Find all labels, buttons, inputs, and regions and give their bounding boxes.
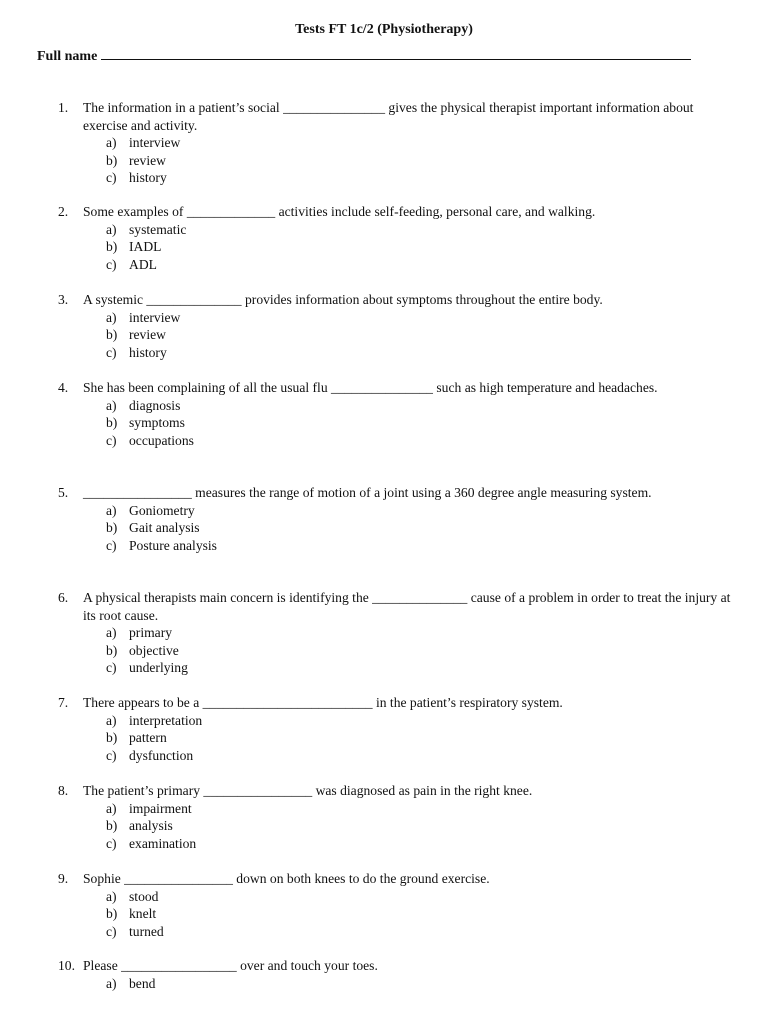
option-item[interactable] — [106, 624, 738, 642]
question-6 — [58, 589, 738, 677]
option-item[interactable] — [106, 659, 738, 677]
option-letter: b) — [106, 906, 118, 921]
option-text: bend — [129, 975, 156, 991]
option-text: objective — [129, 642, 179, 658]
option-item[interactable] — [106, 817, 738, 835]
option-text: ADL — [129, 256, 157, 272]
option-item[interactable] — [106, 152, 738, 170]
option-list — [106, 397, 738, 450]
option-item[interactable] — [106, 134, 738, 152]
full-name-label: Full name — [37, 49, 98, 64]
page-title: Tests FT 1c/2 (Physiotherapy) — [295, 22, 473, 37]
full-name-blank[interactable] — [101, 47, 691, 60]
option-text: pattern — [129, 730, 167, 745]
option-text: primary — [129, 625, 173, 640]
option-text: Posture analysis — [129, 537, 217, 553]
option-item[interactable] — [106, 221, 738, 239]
question-2 — [58, 203, 738, 273]
question-text: Please _________________ over and touch your toes. — [83, 958, 378, 973]
option-item[interactable] — [106, 256, 738, 274]
option-text: systematic — [129, 221, 187, 237]
option-letter: b) — [106, 239, 118, 254]
option-list — [106, 800, 738, 853]
question-7 — [58, 694, 738, 764]
option-list — [106, 975, 738, 993]
option-text: symptoms — [129, 415, 185, 430]
option-letter: a) — [106, 221, 117, 237]
option-letter: a) — [106, 625, 117, 640]
option-item[interactable] — [106, 975, 738, 993]
option-item[interactable] — [106, 519, 738, 537]
option-letter: b) — [106, 730, 118, 745]
option-item[interactable] — [106, 326, 738, 344]
option-item[interactable] — [106, 923, 738, 941]
option-item[interactable] — [106, 344, 738, 362]
option-item[interactable] — [106, 642, 738, 660]
option-letter: c) — [106, 344, 117, 360]
option-item[interactable] — [106, 835, 738, 853]
question-1 — [58, 99, 738, 187]
option-letter: b) — [106, 152, 118, 168]
option-text: IADL — [129, 239, 162, 254]
question-4 — [58, 379, 738, 449]
option-item[interactable] — [106, 537, 738, 555]
option-item[interactable] — [106, 169, 738, 187]
option-text: interpretation — [129, 712, 203, 728]
option-letter: b) — [106, 642, 118, 658]
option-text: review — [129, 152, 166, 168]
question-text: A systemic ______________ provides information about symptoms throughout the entire body. — [83, 292, 603, 307]
option-letter: a) — [106, 800, 117, 816]
question-10 — [58, 957, 738, 992]
question-number: 6. — [58, 590, 69, 605]
option-item[interactable] — [106, 238, 738, 256]
question-number: 10. — [58, 958, 75, 973]
option-letter: b) — [106, 415, 118, 430]
option-text: turned — [129, 923, 164, 939]
option-item[interactable] — [106, 729, 738, 747]
question-text: The patient’s primary ________________ was diagnosed as pain in the right knee. — [83, 783, 533, 798]
option-list — [106, 888, 738, 941]
option-item[interactable] — [106, 432, 738, 450]
option-letter: c) — [106, 747, 117, 763]
option-letter: c) — [106, 660, 117, 675]
question-text: Sophie ________________ down on both knees to do the ground exercise. — [83, 871, 490, 886]
option-letter: c) — [106, 835, 117, 851]
option-item[interactable] — [106, 905, 738, 923]
question-text: ________________ measures the range of motion of a joint using a 360 degree angle measuring system. — [83, 485, 652, 500]
option-text: Goniometry — [129, 502, 195, 518]
option-letter: a) — [106, 712, 117, 728]
option-letter: a) — [106, 135, 117, 150]
question-number: 8. — [58, 783, 69, 798]
option-list — [106, 624, 738, 677]
option-letter: c) — [106, 170, 117, 185]
option-list — [106, 502, 738, 555]
question-number: 7. — [58, 695, 69, 710]
option-letter: c) — [106, 256, 117, 272]
option-text: examination — [129, 835, 197, 851]
question-8 — [58, 782, 738, 852]
option-item[interactable] — [106, 397, 738, 415]
option-letter: c) — [106, 537, 117, 553]
option-item[interactable] — [106, 747, 738, 765]
option-text: occupations — [129, 432, 194, 448]
question-text: She has been complaining of all the usual flu _______________ such as high temperature and headaches. — [83, 380, 658, 395]
option-text: interview — [129, 135, 181, 150]
option-text: history — [129, 170, 167, 185]
option-item[interactable] — [106, 414, 738, 432]
option-text: Gait analysis — [129, 520, 200, 535]
option-text: impairment — [129, 800, 192, 816]
question-text: There appears to be a _________________________ in the patient’s respiratory system. — [83, 695, 563, 710]
option-list — [106, 134, 738, 187]
option-item[interactable] — [106, 712, 738, 730]
option-item[interactable] — [106, 309, 738, 327]
option-item[interactable] — [106, 888, 738, 906]
question-9 — [58, 870, 738, 940]
question-number: 1. — [58, 100, 69, 115]
option-text: stood — [129, 888, 159, 904]
option-text: knelt — [129, 906, 157, 921]
option-list — [106, 309, 738, 362]
option-letter: b) — [106, 327, 118, 342]
option-letter: a) — [106, 397, 117, 413]
option-text: underlying — [129, 660, 188, 675]
option-text: dysfunction — [129, 747, 194, 763]
question-number: 4. — [58, 380, 69, 395]
option-text: diagnosis — [129, 397, 181, 413]
option-letter: a) — [106, 502, 117, 518]
question-text: The information in a patient’s social _______________ gives the physical therapist important information about exercise and activity. — [83, 100, 694, 133]
option-list — [106, 221, 738, 274]
option-letter: b) — [106, 520, 118, 535]
option-text: interview — [129, 309, 181, 325]
question-5 — [58, 484, 738, 554]
question-number: 5. — [58, 485, 69, 500]
option-text: review — [129, 327, 166, 342]
option-item[interactable] — [106, 800, 738, 818]
option-text: history — [129, 344, 167, 360]
option-letter: a) — [106, 975, 117, 991]
option-list — [106, 712, 738, 765]
option-letter: c) — [106, 432, 117, 448]
option-letter: a) — [106, 309, 117, 325]
option-letter: c) — [106, 923, 117, 939]
question-text: A physical therapists main concern is identifying the ______________ cause of a problem in order to treat the injury at its root cause. — [83, 590, 731, 623]
question-number: 9. — [58, 871, 69, 886]
question-number: 3. — [58, 292, 69, 307]
option-letter: b) — [106, 818, 118, 833]
question-text: Some examples of _____________ activities include self-feeding, personal care, and walking. — [83, 204, 596, 219]
question-number: 2. — [58, 204, 69, 219]
question-3 — [58, 291, 738, 361]
option-text: analysis — [129, 818, 173, 833]
option-letter: a) — [106, 888, 117, 904]
option-item[interactable] — [106, 502, 738, 520]
full-name-row — [37, 47, 691, 65]
